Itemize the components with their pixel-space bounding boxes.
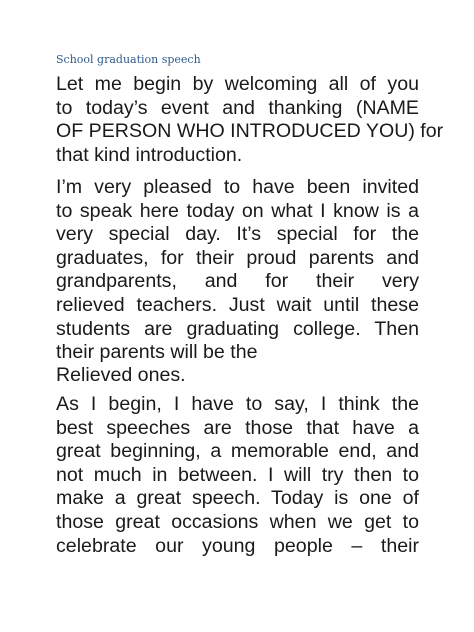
text-line: grandparents, and for their very [56, 270, 419, 293]
text-line: to today’s event and thanking (NAME [56, 96, 419, 119]
text-line: relieved teachers. Just wait until these [56, 293, 419, 316]
text-line: As I begin, I have to say, I think the [56, 393, 419, 415]
text-line: I’m very pleased to have been invited [56, 176, 419, 198]
text-line: that kind introduction. [56, 143, 243, 166]
text-line: OF PERSON WHO INTRODUCED YOU) for [56, 120, 444, 143]
text-line: students are graduating college. Then [56, 317, 419, 340]
text-line: to speak here today on what I know is a [56, 199, 419, 222]
text-line: Relieved ones. [56, 364, 186, 386]
text-line: not much in between. I will try then to [56, 463, 419, 486]
text-line: very special day. It’s special for the [56, 223, 419, 246]
paragraph-1 [56, 73, 444, 167]
paragraph-3 [56, 364, 419, 388]
text-line: their parents will be the [56, 341, 258, 364]
document-title: School graduation speech [56, 53, 201, 66]
text-line: those great occasions when we get to [56, 510, 419, 533]
text-line: Let me begin by welcoming all of you [56, 73, 419, 95]
text-line: make a great speech. Today is one of [56, 487, 419, 510]
text-line: celebrate our young people – their [56, 534, 419, 557]
text-line: graduates, for their proud parents and [56, 246, 419, 269]
paragraph-4 [56, 393, 419, 558]
text-line: best speeches are those that have a [56, 416, 419, 439]
text-line: great beginning, a memorable end, and [56, 440, 419, 463]
paragraph-2 [56, 176, 419, 365]
